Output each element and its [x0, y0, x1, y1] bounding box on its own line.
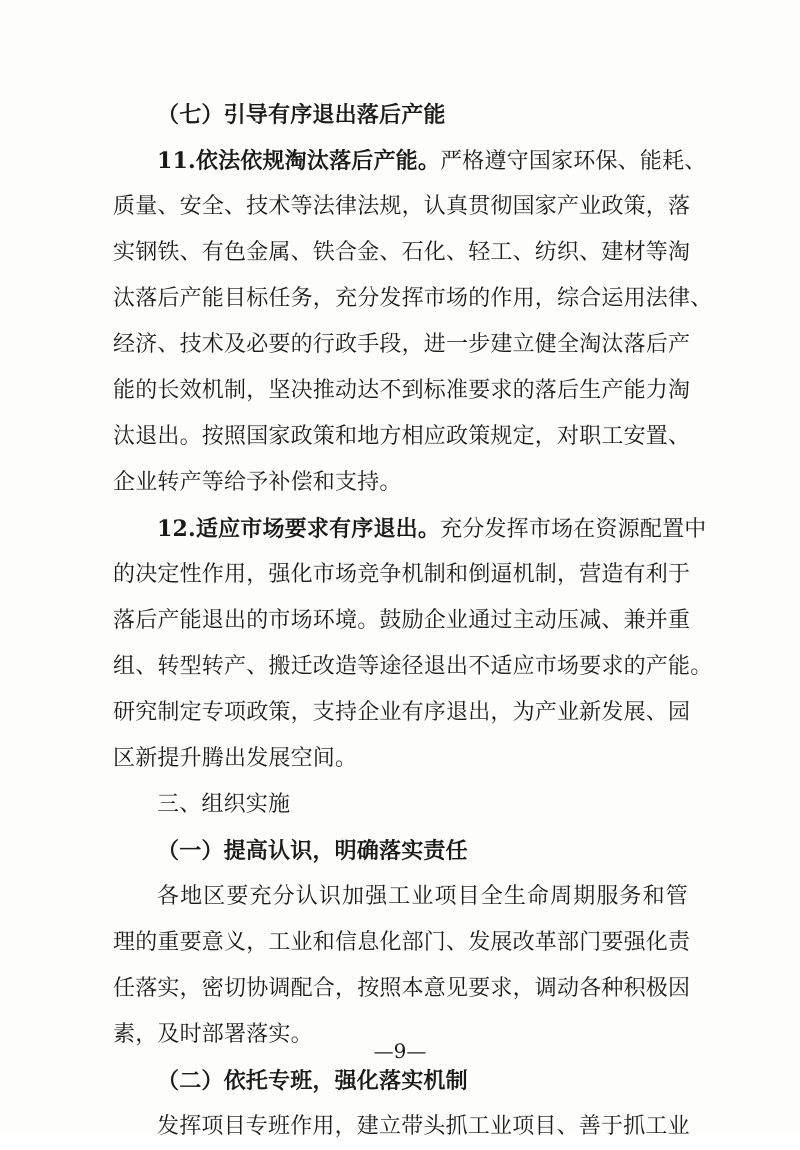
paragraph-12-line-3: 落后产能退出的市场环境。鼓励企业通过主动压减、兼并重 — [113, 608, 691, 633]
paragraph-11-lead: 11.依法依规淘汰落后产能。 — [157, 148, 441, 174]
paragraph-11-line-1 — [157, 138, 707, 184]
paragraph-13-line-1: 各地区要充分认识加强工业项目全生命周期服务和管 — [157, 884, 688, 909]
paragraph-11-line-1-text: 严格遵守国家环保、能耗、 — [440, 149, 707, 174]
paragraph-12-lead: 12.适应市场要求有序退出。 — [157, 516, 441, 542]
subsection-heading-7: （七）引导有序退出落后产能 — [157, 102, 446, 128]
subsection-heading-1: （一）提高认识，明确落实责任 — [157, 838, 468, 864]
page-number: —9— — [373, 1039, 427, 1063]
paragraph-11-line-8: 企业转产等给予补偿和支持。 — [113, 470, 402, 495]
paragraph-12-line-1-text: 充分发挥市场在资源配置中 — [440, 517, 707, 542]
paragraph-12-line-4: 组、转型转产、搬迁改造等途径退出不适应市场要求的产能。 — [113, 654, 713, 679]
paragraph-14-line-1: 发挥项目专班作用，建立带头抓工业项目、善于抓工业 — [157, 1114, 690, 1139]
paragraph-13-line-2: 理的重要意义，工业和信息化部门、发展改革部门要强化责 — [113, 930, 691, 955]
subsection-heading-2: （二）依托专班，强化落实机制 — [157, 1068, 468, 1094]
paragraph-13-line-4: 素，及时部署落实。 — [113, 1022, 313, 1047]
paragraph-11-line-6: 能的长效机制，坚决推动达不到标准要求的落后生产能力淘 — [113, 378, 691, 403]
paragraph-11-line-4: 汰落后产能目标任务，充分发挥市场的作用，综合运用法律、 — [113, 286, 713, 311]
paragraph-12-line-1 — [157, 506, 707, 552]
paragraph-11-line-2: 质量、安全、技术等法律法规，认真贯彻国家产业政策，落 — [113, 194, 691, 219]
paragraph-11-line-5: 经济、技术及必要的行政手段，进一步建立健全淘汰落后产 — [113, 332, 691, 357]
paragraph-13-line-3: 任落实，密切协调配合，按照本意见要求，调动各种积极因 — [113, 976, 691, 1001]
paragraph-12-line-6: 区新提升腾出发展空间。 — [113, 746, 358, 771]
paragraph-12-line-2: 的决定性作用，强化市场竞争机制和倒逼机制，营造有利于 — [113, 562, 691, 587]
paragraph-12-line-5: 研究制定专项政策，支持企业有序退出，为产业新发展、园 — [113, 700, 691, 725]
paragraph-11-line-7: 汰退出。按照国家政策和地方相应政策规定，对职工安置、 — [113, 424, 691, 449]
paragraph-11-line-3: 实钢铁、有色金属、铁合金、石化、轻工、纺织、建材等淘 — [113, 240, 691, 265]
section-heading-3: 三、组织实施 — [157, 792, 291, 817]
